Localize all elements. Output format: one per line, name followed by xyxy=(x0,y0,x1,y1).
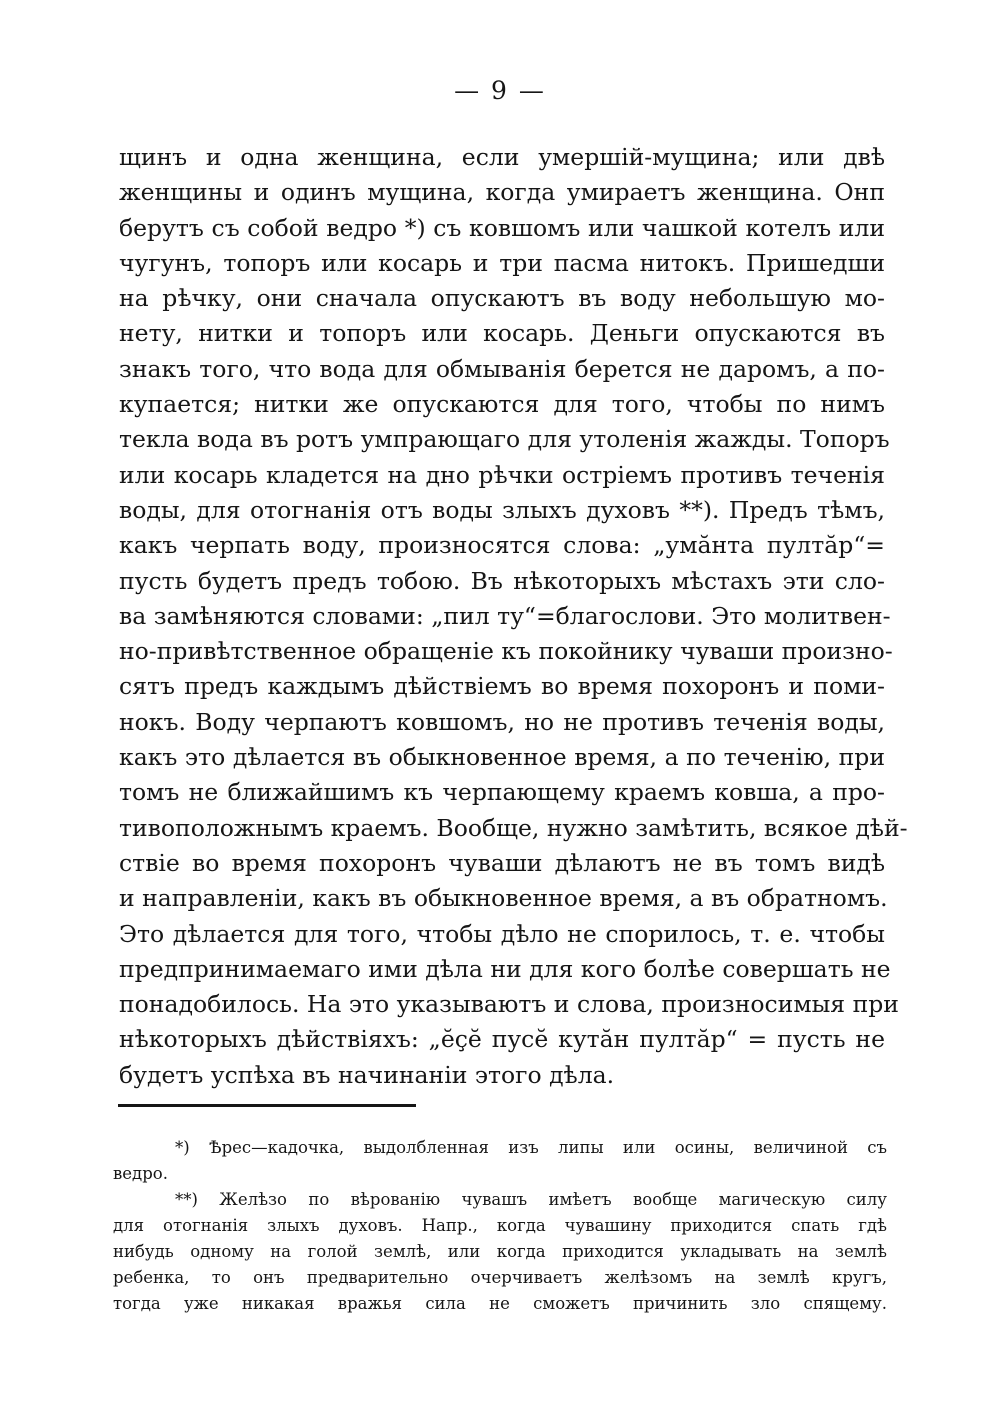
body-line: воды, для отогнанія отъ воды злыхъ духовъ **). Предъ тѣмъ, xyxy=(119,495,885,524)
footnote-line: **) Желѣзо по вѣрованію чувашъ имѣетъ вообще магическую силу xyxy=(175,1190,887,1209)
body-line: какъ это дѣлается въ обыкновенное время, а по теченію, при xyxy=(119,743,885,772)
body-line: предпринимаемаго ими дѣла ни для кого болѣе совершать не xyxy=(119,954,891,983)
body-line: берутъ съ собой ведро *) съ ковшомъ или чашкой котелъ или xyxy=(119,213,885,242)
body-line: и направленіи, какъ въ обыкновенное время, а въ обратномъ. xyxy=(119,884,888,913)
footnote-separator-rule xyxy=(118,1104,416,1107)
body-line: пусть будетъ предъ тобою. Въ нѣкоторыхъ мѣстахъ эти сло- xyxy=(119,566,885,595)
footnotes xyxy=(113,1135,887,1317)
page-number: — 9 — xyxy=(454,76,546,105)
body-line: чугунъ, топоръ или косарь и три пасма нитокъ. Пришедши xyxy=(119,248,885,277)
body-line: тивоположнымъ краемъ. Вообще, нужно замѣтить, всякое дѣй- xyxy=(119,813,908,842)
footnote-line: *) Ѣрес—кадочка, выдолбленная изъ липы или осины, величиной съ xyxy=(175,1138,887,1157)
body-line: Это дѣлается для того, чтобы дѣло не спорилось, т. е. чтобы xyxy=(119,919,885,948)
body-text xyxy=(119,140,908,1093)
body-line: или косарь кладется на дно рѣчки остріемъ противъ теченія xyxy=(119,460,885,489)
footnote-line: для отогнанія злыхъ духовъ. Напр., когда чувашину приходится спать гдѣ xyxy=(113,1216,887,1235)
body-line: нѣкоторыхъ дѣйствіяхъ: „ĕçĕ пусĕ кутăн пултăр“ = пусть не xyxy=(119,1025,885,1054)
body-line: нету, нитки и топоръ или косарь. Деньги опускаются въ xyxy=(119,319,885,348)
body-line: сятъ предъ каждымъ дѣйствіемъ во время похоронъ и поми- xyxy=(119,672,885,701)
body-line: на рѣчку, они сначала опускаютъ въ воду небольшую мо- xyxy=(119,284,885,313)
body-line: купается; нитки же опускаются для того, чтобы по нимъ xyxy=(119,390,885,419)
footnote-line: нибудь одному на голой землѣ, или когда приходится укладывать на землѣ xyxy=(113,1242,887,1261)
footnote-line: ребенка, то онъ предварительно очерчиваетъ желѣзомъ на землѣ кругъ, xyxy=(113,1268,887,1287)
body-line: щинъ и одна женщина, если умершій-мущина; или двѣ xyxy=(119,143,885,171)
body-line: нокъ. Воду черпаютъ ковшомъ, но не противъ теченія воды, xyxy=(119,707,885,736)
body-line: но-привѣтственное обращеніе къ покойнику чуваши произно- xyxy=(119,637,893,666)
body-line-final: будетъ успѣха въ начинаніи этого дѣла. xyxy=(119,1060,615,1089)
body-line: ствіе во время похоронъ чуваши дѣлаютъ не въ томъ видѣ xyxy=(119,848,885,877)
body-line: понадобилось. На это указываютъ и слова, произносимыя при xyxy=(119,990,899,1019)
footnote-line: тогда уже никакая вражья сила не сможетъ причинить зло спящему. xyxy=(113,1294,887,1313)
footnote-line: ведро. xyxy=(113,1164,168,1183)
body-line: ва замѣняются словами: „пил ту“=благослови. Это молитвен- xyxy=(119,601,891,630)
body-line: какъ черпать воду, произносятся слова: „умăнта пултăр“= xyxy=(119,531,885,560)
body-line: знакъ того, что вода для обмыванія берется не даромъ, а по- xyxy=(119,354,885,383)
body-line: текла вода въ ротъ умпрающаго для утоленія жажды. Топоръ xyxy=(119,425,890,454)
body-line: томъ не ближайшимъ къ черпающему краемъ ковша, а про- xyxy=(119,778,885,807)
body-line: женщины и одинъ мущина, когда умираетъ женщина. Онп xyxy=(119,178,885,207)
